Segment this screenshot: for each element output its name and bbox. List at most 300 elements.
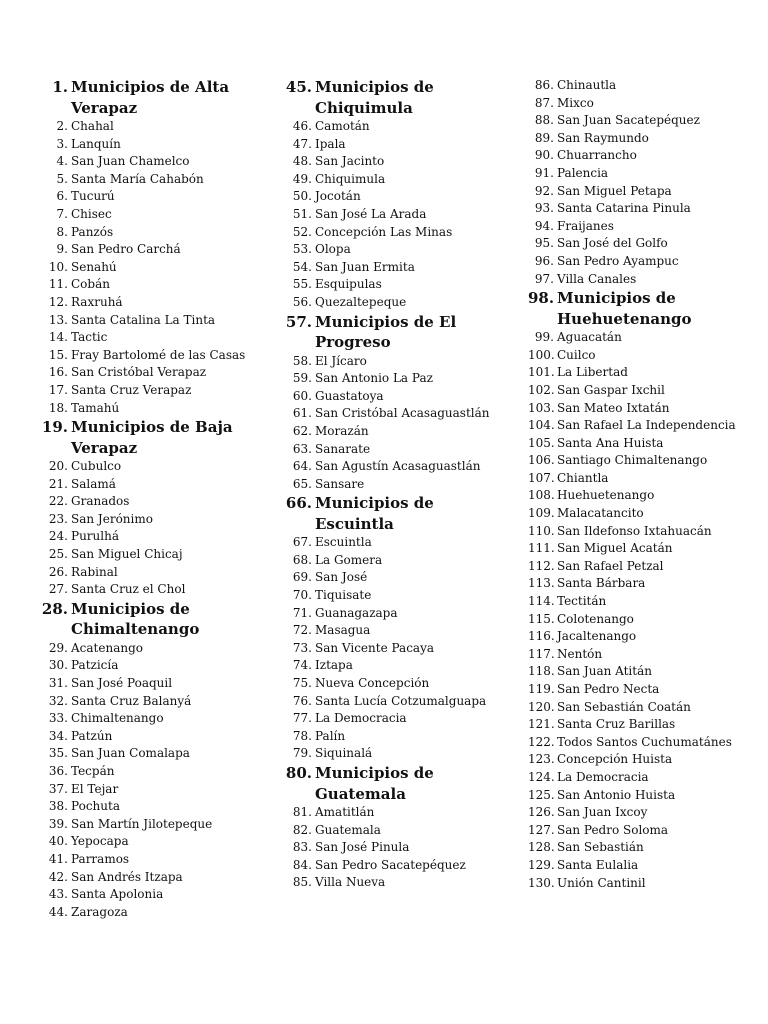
list-item	[284, 276, 514, 294]
item-number: 114.	[528, 594, 555, 609]
item-number: 93.	[534, 201, 554, 216]
municipality-name: Masagua	[315, 623, 371, 638]
list-item	[284, 693, 514, 711]
list-item	[40, 581, 265, 599]
municipality-name: Chahal	[71, 119, 114, 133]
section-number: 98.	[528, 289, 555, 308]
municipality-name: San Mateo Ixtatán	[557, 400, 670, 415]
municipality-name: Chisec	[71, 206, 112, 221]
municipality-name: San Cristóbal Verapaz	[71, 365, 207, 380]
list-item	[40, 886, 265, 904]
municipality-name: Palencia	[557, 165, 609, 180]
list-item	[284, 294, 514, 312]
list-item	[40, 259, 265, 277]
municipality-name: Patzicía	[71, 658, 119, 673]
list-item	[40, 294, 265, 312]
item-number: 75.	[292, 676, 312, 691]
municipality-name: San Jacinto	[315, 154, 385, 169]
item-number: 105.	[528, 435, 555, 450]
municipality-name: Iztapa	[315, 658, 353, 673]
list-item	[284, 822, 514, 840]
item-number: 76.	[292, 693, 312, 708]
item-number: 82.	[292, 822, 312, 837]
item-number: 10.	[48, 259, 68, 274]
list-item	[528, 593, 758, 611]
item-number: 54.	[292, 259, 312, 274]
municipality-name: San Jerónimo	[71, 511, 153, 526]
list-item	[284, 657, 514, 675]
list-item	[528, 417, 758, 435]
list-item	[40, 118, 265, 136]
item-number: 46.	[292, 119, 312, 133]
list-item	[40, 382, 265, 400]
item-number: 120.	[528, 699, 555, 714]
municipality-name: Concepción Las Minas	[315, 224, 453, 239]
list-item	[528, 271, 758, 289]
municipality-name: Tecpán	[71, 764, 115, 778]
municipality-name: San Pedro Necta	[557, 682, 660, 696]
municipality-name: Malacatancito	[557, 506, 644, 521]
municipality-name: Sansare	[315, 476, 365, 491]
municipality-name: Raxruhá	[71, 294, 123, 309]
municipality-name: Olopa	[315, 242, 351, 257]
item-number: 61.	[292, 406, 312, 421]
item-number: 58.	[292, 353, 312, 368]
section-number: 1.	[52, 78, 68, 96]
municipality-name: Salamá	[71, 476, 116, 491]
list-item	[284, 874, 514, 892]
item-number: 84.	[292, 857, 312, 872]
list-item	[528, 857, 758, 875]
column-2	[284, 77, 514, 892]
list-item	[40, 153, 265, 171]
list-item	[528, 400, 758, 418]
item-number: 13.	[48, 312, 68, 327]
item-number: 35.	[48, 746, 68, 761]
municipality-name: San Gaspar Ixchil	[557, 382, 665, 397]
list-item	[528, 822, 758, 840]
municipality-name: Chinautla	[557, 78, 617, 92]
municipality-name: San Antonio Huista	[557, 787, 676, 802]
list-item	[40, 693, 265, 711]
list-item	[40, 136, 265, 154]
item-number: 5.	[56, 171, 68, 186]
municipality-name: La Democracia	[315, 711, 407, 726]
list-item	[40, 329, 265, 347]
list-item	[40, 640, 265, 658]
item-number: 20.	[48, 459, 68, 474]
item-number: 72.	[292, 623, 312, 638]
list-item	[284, 587, 514, 605]
list-item	[40, 276, 265, 294]
item-number: 116.	[528, 629, 555, 644]
municipality-name: Aguacatán	[557, 330, 622, 345]
item-number: 25.	[48, 547, 68, 562]
item-number: 16.	[48, 365, 68, 380]
list-item	[528, 611, 758, 629]
item-number: 38.	[48, 799, 68, 814]
item-number: 88.	[534, 113, 554, 128]
municipality-name: Cobán	[71, 277, 110, 292]
municipality-name: Santa María Cahabón	[71, 171, 204, 186]
list-item	[528, 382, 758, 400]
item-number: 40.	[48, 834, 68, 849]
municipality-name: Jocotán	[315, 189, 361, 204]
section-heading	[528, 288, 758, 329]
item-number: 68.	[292, 552, 312, 567]
list-item	[40, 564, 265, 582]
item-number: 29.	[48, 640, 68, 655]
list-item	[528, 663, 758, 681]
section-title: Municipios de Guatemala	[315, 764, 434, 803]
section-number: 80.	[285, 764, 312, 782]
section-heading	[284, 77, 514, 118]
municipality-name: Guatemala	[315, 822, 381, 837]
list-item	[40, 546, 265, 564]
list-item	[284, 224, 514, 242]
list-item	[528, 628, 758, 646]
municipality-name: Tectitán	[557, 594, 607, 609]
item-number: 49.	[292, 171, 312, 186]
municipality-name: San Juan Comalapa	[71, 746, 190, 761]
item-number: 115.	[528, 611, 555, 626]
item-number: 56.	[292, 294, 312, 309]
list-item	[528, 183, 758, 201]
list-item	[284, 622, 514, 640]
item-number: 31.	[48, 676, 68, 691]
item-number: 99.	[534, 330, 554, 345]
list-item	[284, 206, 514, 224]
municipality-name: Santa Eulalia	[557, 857, 639, 872]
section-heading	[284, 312, 514, 353]
municipality-name: Camotán	[315, 119, 370, 133]
item-number: 67.	[292, 535, 312, 550]
municipality-name: Escuintla	[315, 535, 372, 550]
municipality-name: El Jícaro	[315, 353, 367, 368]
item-number: 91.	[534, 165, 554, 180]
section-title: Municipios de Escuintla	[315, 494, 434, 533]
municipality-name: Santa Cruz Barillas	[557, 717, 676, 732]
item-number: 128.	[528, 840, 555, 855]
municipality-name: Chiquimula	[315, 171, 386, 186]
item-number: 95.	[534, 236, 554, 251]
list-item	[528, 804, 758, 822]
item-number: 11.	[48, 277, 68, 292]
item-number: 51.	[292, 206, 312, 221]
list-item	[284, 640, 514, 658]
list-item	[40, 798, 265, 816]
list-item	[528, 558, 758, 576]
item-number: 89.	[534, 130, 554, 145]
list-item	[284, 118, 514, 136]
item-number: 96.	[534, 253, 554, 268]
list-item	[284, 370, 514, 388]
list-item	[528, 329, 758, 347]
municipality-name: Esquipulas	[315, 277, 382, 292]
section-heading	[284, 493, 514, 534]
item-number: 32.	[48, 693, 68, 708]
item-number: 47.	[292, 136, 312, 151]
list-item	[528, 681, 758, 699]
section-heading	[284, 763, 514, 804]
column-3	[528, 77, 758, 892]
item-number: 43.	[48, 887, 68, 902]
list-item	[40, 511, 265, 529]
municipality-name: San Juan Chamelco	[71, 154, 190, 169]
municipality-name: Cuilco	[557, 347, 596, 362]
list-item	[40, 728, 265, 746]
section-title: Municipios de Baja Verapaz	[71, 418, 233, 457]
list-item	[284, 405, 514, 423]
list-item	[284, 710, 514, 728]
list-item	[528, 734, 758, 752]
municipality-name: Jacaltenango	[557, 629, 637, 644]
list-item	[528, 787, 758, 805]
item-number: 104.	[528, 418, 555, 433]
list-item	[284, 476, 514, 494]
item-number: 108.	[528, 488, 555, 503]
municipality-name: Concepción Huista	[557, 752, 673, 767]
list-item	[528, 540, 758, 558]
municipality-name: Patzún	[71, 728, 113, 743]
list-item	[284, 188, 514, 206]
municipality-name: San Andrés Itzapa	[71, 869, 183, 884]
municipality-name: San Juan Atitán	[557, 664, 652, 679]
item-number: 118.	[528, 664, 555, 679]
municipality-name: Santa Cruz Verapaz	[71, 382, 192, 397]
list-item	[528, 505, 758, 523]
municipality-name: Quezaltepeque	[315, 294, 407, 309]
section-title: Municipios de Chiquimula	[315, 78, 434, 117]
list-item	[40, 241, 265, 259]
section-number: 28.	[41, 599, 68, 618]
municipality-name: La Libertad	[557, 365, 628, 380]
item-number: 100.	[528, 347, 555, 362]
item-number: 101.	[528, 365, 555, 380]
item-number: 23.	[48, 511, 68, 526]
municipality-name: San Juan Ixcoy	[557, 805, 648, 820]
item-number: 109.	[528, 506, 555, 521]
list-item	[284, 136, 514, 154]
municipality-name: San José Pinula	[315, 840, 410, 855]
list-item	[284, 171, 514, 189]
item-number: 65.	[292, 476, 312, 491]
list-item	[284, 259, 514, 277]
municipality-name: Amatitlán	[315, 805, 375, 819]
municipality-name: Nentón	[557, 646, 603, 661]
item-number: 79.	[292, 746, 312, 761]
item-number: 113.	[528, 576, 555, 591]
item-number: 71.	[292, 605, 312, 620]
item-number: 121.	[528, 717, 555, 732]
municipality-name: San Sebastián	[557, 840, 644, 855]
item-number: 112.	[528, 558, 555, 573]
municipality-name: Tiquisate	[315, 588, 372, 603]
municipality-name: San Ildefonso Ixtahuacán	[557, 523, 712, 538]
item-number: 3.	[56, 136, 68, 151]
item-number: 30.	[48, 658, 68, 673]
item-number: 4.	[56, 154, 68, 169]
item-number: 124.	[528, 769, 555, 784]
municipality-name: Fray Bartolomé de las Casas	[71, 347, 246, 362]
item-number: 83.	[292, 840, 312, 855]
list-item	[528, 95, 758, 113]
item-number: 41.	[48, 851, 68, 866]
item-number: 36.	[48, 764, 68, 778]
item-number: 87.	[534, 95, 554, 110]
list-item	[40, 347, 265, 365]
item-number: 34.	[48, 728, 68, 743]
list-item	[40, 657, 265, 675]
municipality-name: Huehuetenango	[557, 488, 655, 503]
section-title: Municipios de Huehuetenango	[557, 289, 692, 328]
section-number: 66.	[285, 494, 312, 513]
municipality-name: Chiantla	[557, 470, 609, 485]
list-item	[284, 534, 514, 552]
list-item	[40, 869, 265, 887]
item-number: 24.	[48, 529, 68, 544]
item-number: 17.	[48, 382, 68, 397]
item-number: 129.	[528, 857, 555, 872]
item-number: 52.	[292, 224, 312, 239]
item-number: 122.	[528, 734, 555, 749]
municipality-name: Palín	[315, 728, 346, 743]
item-number: 73.	[292, 640, 312, 655]
municipality-name: Mixco	[557, 95, 594, 110]
list-item	[40, 476, 265, 494]
item-number: 42.	[48, 869, 68, 884]
municipality-name: La Gomera	[315, 552, 383, 567]
list-item	[284, 458, 514, 476]
item-number: 21.	[48, 476, 68, 491]
municipality-name: Santa Lucía Cotzumalguapa	[315, 693, 487, 708]
municipality-name: Zaragoza	[71, 904, 128, 919]
section-title: Municipios de Alta Verapaz	[71, 78, 230, 117]
municipality-name: Rabinal	[71, 564, 118, 579]
municipality-name: San Juan Sacatepéquez	[557, 113, 700, 128]
list-item	[40, 781, 265, 799]
list-item	[40, 400, 265, 418]
item-number: 18.	[48, 400, 68, 415]
list-item	[284, 675, 514, 693]
item-number: 44.	[48, 904, 68, 919]
municipality-name: San José	[315, 570, 368, 585]
municipality-name: Tucurú	[71, 189, 115, 204]
municipality-name: San José La Arada	[315, 206, 427, 221]
list-item	[528, 218, 758, 236]
item-number: 123.	[528, 752, 555, 767]
list-item	[40, 188, 265, 206]
item-number: 111.	[528, 541, 555, 556]
list-item	[40, 851, 265, 869]
municipality-name: Cubulco	[71, 459, 122, 474]
municipality-name: Siquinalá	[315, 746, 373, 761]
item-number: 39.	[48, 816, 68, 831]
municipality-name: Panzós	[71, 224, 114, 239]
section-heading	[40, 599, 265, 640]
municipality-name: Santa Apolonia	[71, 887, 164, 902]
item-number: 94.	[534, 218, 554, 233]
item-number: 117.	[528, 646, 555, 661]
list-item	[528, 487, 758, 505]
list-item	[528, 77, 758, 95]
item-number: 6.	[56, 189, 68, 204]
municipality-name: Sanarate	[315, 441, 371, 456]
item-number: 55.	[292, 277, 312, 292]
item-number: 81.	[292, 805, 312, 819]
item-number: 64.	[292, 459, 312, 474]
list-item	[284, 241, 514, 259]
municipality-name: La Democracia	[557, 769, 649, 784]
municipality-name: Villa Canales	[557, 271, 637, 286]
municipality-name: San Pedro Sacatepéquez	[315, 857, 466, 872]
item-number: 2.	[56, 119, 68, 133]
municipality-name: San Raymundo	[557, 130, 649, 145]
list-item	[284, 804, 514, 822]
municipality-name: San Miguel Chicaj	[71, 547, 183, 562]
municipality-name: San José del Golfo	[557, 236, 668, 251]
list-item	[528, 200, 758, 218]
municipality-name: El Tejar	[71, 781, 119, 796]
item-number: 15.	[48, 347, 68, 362]
municipality-name: Tamahú	[71, 400, 120, 415]
item-number: 9.	[56, 242, 68, 257]
municipality-name: San Martín Jilotepeque	[71, 816, 213, 831]
list-item	[284, 745, 514, 763]
item-number: 126.	[528, 805, 555, 820]
list-item	[284, 423, 514, 441]
item-number: 103.	[528, 400, 555, 415]
list-item	[40, 833, 265, 851]
section-title: Municipios de Chimaltenango	[71, 599, 200, 639]
list-item	[528, 839, 758, 857]
municipality-name: Santiago Chimaltenango	[557, 453, 708, 468]
item-number: 8.	[56, 224, 68, 239]
list-item	[284, 441, 514, 459]
municipality-name: Purulhá	[71, 529, 119, 544]
list-item	[284, 552, 514, 570]
list-item	[528, 699, 758, 717]
item-number: 27.	[48, 582, 68, 597]
section-title: Municipios de El Progreso	[315, 312, 457, 352]
item-number: 119.	[528, 682, 555, 696]
list-item	[528, 435, 758, 453]
municipality-name: Santa Bárbara	[557, 576, 646, 591]
list-item	[40, 763, 265, 781]
item-number: 14.	[48, 330, 68, 345]
municipality-name: Santa Catalina La Tinta	[71, 312, 216, 327]
list-item	[40, 745, 265, 763]
list-item	[40, 675, 265, 693]
municipality-name: San Rafael Petzal	[557, 558, 664, 573]
section-number: 19.	[41, 418, 68, 437]
municipality-name: Granados	[71, 494, 130, 509]
list-item	[284, 839, 514, 857]
municipality-name: San Rafael La Independencia	[557, 418, 736, 433]
section-heading	[40, 77, 265, 118]
municipality-name: Lanquín	[71, 136, 121, 151]
item-number: 63.	[292, 441, 312, 456]
municipality-name: Unión Cantinil	[557, 875, 646, 890]
municipality-name: Chuarrancho	[557, 148, 637, 163]
municipality-name: Parramos	[71, 851, 130, 866]
municipality-name: San Pedro Carchá	[71, 242, 181, 257]
municipality-name: Santa Cruz Balanyá	[71, 693, 192, 708]
municipality-name: Santa Catarina Pinula	[557, 201, 691, 216]
item-number: 107.	[528, 470, 555, 485]
municipality-name: Yepocapa	[71, 834, 129, 849]
list-item	[528, 347, 758, 365]
